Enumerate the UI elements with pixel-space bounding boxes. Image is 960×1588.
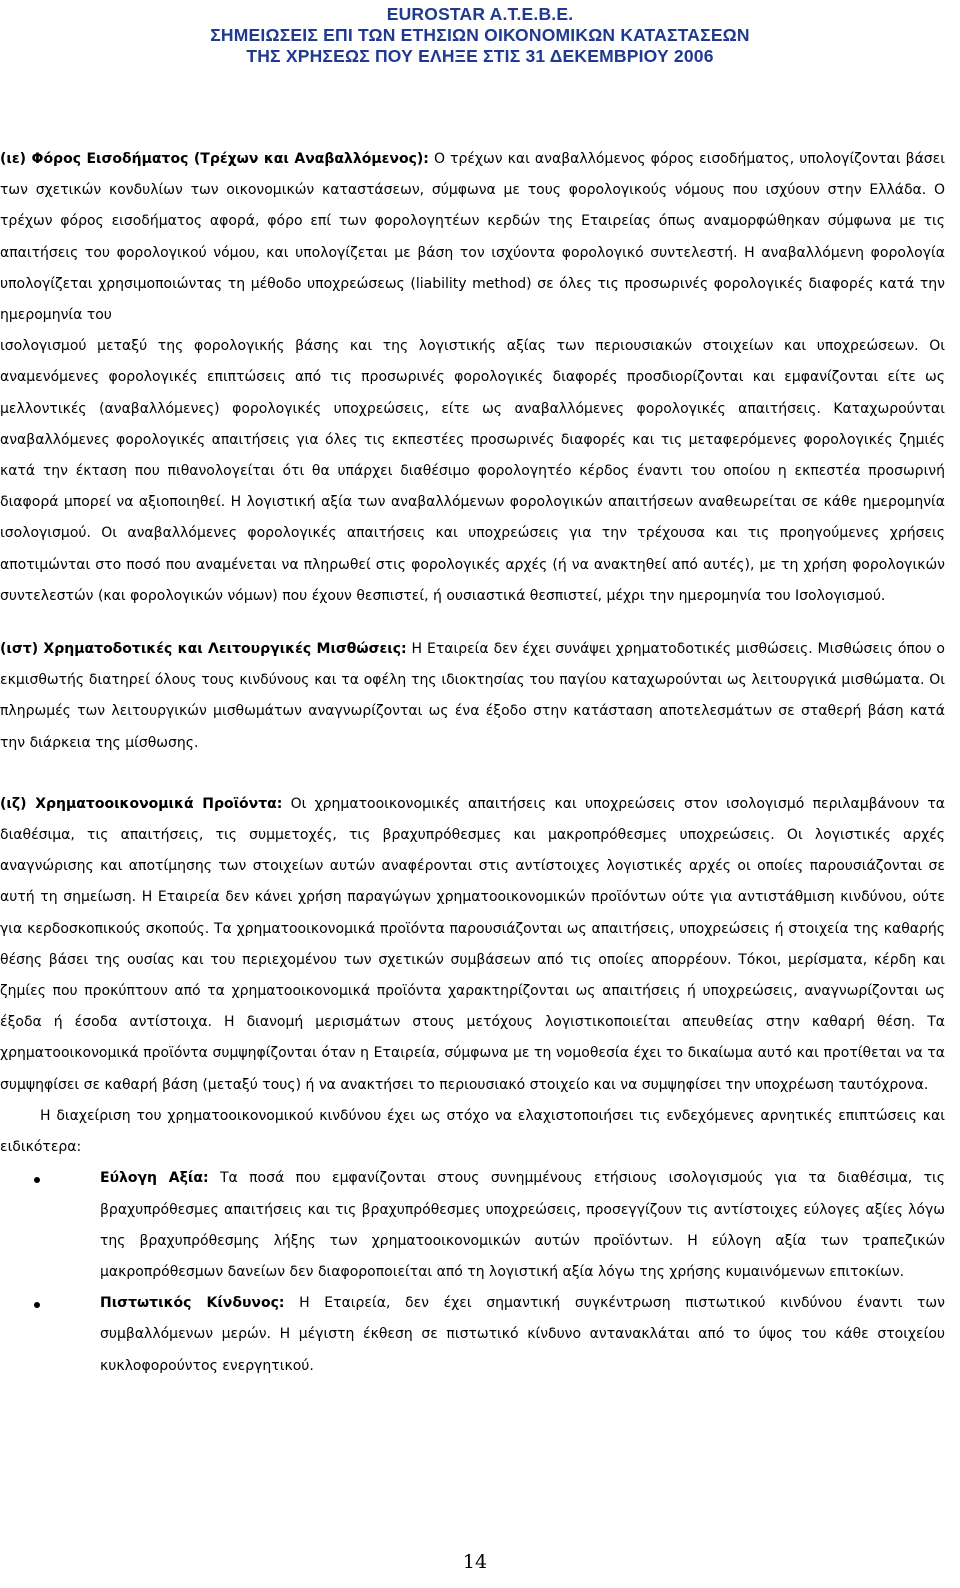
- risk-management-intro-text: Η διαχείριση του χρηματοοικονομικού κινδύνου έχει ως στόχο να ελαχιστοποιήσει τις ενδεχόμενες αρνητικές επιπτώσεις και ειδικότερα:: [0, 1107, 945, 1156]
- company-name: EUROSTAR A.T.E.B.E.: [386, 4, 574, 24]
- section-income-tax-text-continued: ισολογισμού μεταξύ της φορολογικής βάσης και της λογιστικής αξίας των περιουσιακών στοιχείων και υποχρεώσεων. Οι αναμενόμενες φορολογικές επιπτώσεις από τις προσωρινές φορολογικές διαφορές προσδιορίζονται και εμφανίζονται είτε ως μελλοντικές (αναβαλλόμενες) φορολογικές υποχρεώσεις, είτε ως αναβαλλόμενες φορολογικές απαιτήσεις. Καταχωρούνται αναβαλλόμενες φορολογικές απαιτήσεις για όλες τις εκπεστέες προσωρινές διαφορές και τις μεταφερόμενες φορολογικές ζημιές κατά την έκταση που πιθανολογείται ότι θα υπάρχει διαθέσιμο φορολογητέο κέρδος έναντι του οποίου η εκπεστέα προσωρινή διαφορά μπορεί να αξιοποιηθεί. Η λογιστική αξία των αναβαλλόμενων φορολογικών απαιτήσεων αναθεωρείται σε κάθε ημερομηνία ισολογισμού. Οι αναβαλλόμενες φορολογικές απαιτήσεις και υποχρεώσεις για την τρέχουσα και τις προηγούμενες χρήσεις αποτιμώνται στο ποσό που αναμένεται να πληρωθεί στις φορολογικές αρχές (ή να ανακτηθεί από αυτές), με τη χρήση φορολογικών συντελεστών (και φορολογικών νόμων) που έχουν θεσπιστεί, ή ουσιαστικά θεσπιστεί, μέχρι την ημερομηνία του Ισολογισμού.: [0, 338, 945, 604]
- section-financial-instruments-heading: (ιζ) Χρηματοοικονομικά Προϊόντα:: [0, 795, 283, 812]
- section-leases: [0, 634, 945, 759]
- bullet-dot-icon: [34, 1177, 40, 1183]
- paragraph-spacer: [0, 759, 945, 789]
- page-header: [0, 0, 960, 67]
- risk-management-intro: [0, 1101, 945, 1163]
- bullet-credit-risk-text: Η Εταιρεία, δεν έχει σημαντική συγκέντρωση πιστωτικού κινδύνου έναντι των συμβαλλόμενων μερών. Η μέγιστη έκθεση σε πιστωτικό κίνδυνο αντανακλάται από το ύψος του κάθε στοιχείου κυκλοφορούντος ενεργητικού.: [100, 1295, 945, 1374]
- bullet-fair-value-text: Τα ποσά που εμφανίζονται στους συνημμένους ετήσιους ισολογισμούς για τα διαθέσιμα, τις βραχυπρόθεσμες απαιτήσεις και τις βραχυπρόθεσμες υποχρεώσεις, προσεγγίζουν τις αντίστοιχες εύλογες αξίες λόγω της βραχυπρόθεσμης λήξης των χρηματοοικονομικών αυτών προϊόντων. Η εύλογη αξία των τραπεζικών μακροπρόθεσμων δανείων δεν διαφοροποιείται από τη λογιστική αξία λόγω της χρήσης κυμαινόμενων επιτοκίων.: [100, 1170, 945, 1280]
- bullet-credit-risk-term: Πιστωτικός Κίνδυνος:: [100, 1295, 285, 1312]
- section-financial-instruments: [0, 789, 945, 1101]
- risk-bullet-list: [0, 1163, 945, 1381]
- paragraph-spacer: [0, 612, 945, 634]
- section-financial-instruments-text: Οι χρηματοοικονομικές απαιτήσεις και υποχρεώσεις στον ισολογισμό περιλαμβάνουν τα διαθέσιμα, τις απαιτήσεις, τις συμμετοχές, τις βραχυπρόθεσμες και μακροπρόθεσμες υποχρεώσεις. Οι λογιστικές αρχές αναγνώρισης και αποτίμησης των στοιχείων αυτών αναφέρονται στις αντίστοιχες λογιστικές αρχές οι οποίες παρουσιάζονται σε αυτή τη σημείωση. Η Εταιρεία δεν κάνει χρήση παραγώγων χρηματοοικονομικών προϊόντων ούτε για αντιστάθμιση κινδύνου, ούτε για κερδοσκοπικούς σκοπούς. Τα χρηματοοικονομικά προϊόντα παρουσιάζονται ως απαιτήσεις, υποχρεώσεις ή στοιχεία της καθαρής θέσης βάσει της ουσίας και του περιεχομένου των σχετικών συμβάσεων από τις οποίες απορρέουν. Τόκοι, μερίσματα, κέρδη και ζημίες που προκύπτουν από τα χρηματοοικονομικά προϊόντα χαρακτηρίζονται ως απαιτήσεις ή υποχρεώσεις, αναγνωρίζονται ως έξοδα ή έσοδα αντίστοιχα. Η διανομή μερισμάτων στους μετόχους λογιστικοποιείται απευθείας στην καθαρή θέση. Τα χρηματοοικονομικά προϊόντα συμψηφίζονται όταν η Εταιρεία, σύμφωνα με τη νομοθεσία έχει το δικαίωμα αυτό και προτίθεται να τα συμψηφίσει σε καθαρή βάση (μεταξύ τους) ή να ανακτήσει το περιουσιακό στοιχείο και να συμψηφίσει την υποχρέωση ταυτόχρονα.: [0, 795, 945, 1093]
- bullet-dot-icon: [34, 1302, 40, 1308]
- notes-body: [0, 144, 945, 1382]
- section-leases-text: Η Εταιρεία δεν έχει συνάψει χρηματοδοτικές μισθώσεις. Μισθώσεις όπου ο εκμισθωτής διατηρεί όλους τους κινδύνους και τα οφέλη της ιδιοκτησίας του παγίου καταχωρούνται ως λειτουργικά μισθώματα. Οι πληρωμές των λειτουργικών μισθωμάτων αναγνωρίζονται ως ένα έξοδο στην κατάσταση αποτελεσμάτων σε σταθερή βάση κατά την διάρκεια της μίσθωσης.: [0, 641, 945, 751]
- section-income-tax-text: Ο τρέχων και αναβαλλόμενος φόρος εισοδήματος, υπολογίζονται βάσει των σχετικών κονδυλίων των οικονομικών καταστάσεων, σύμφωνα με τους φορολογικούς νόμους που ισχύουν στην Ελλάδα. Ο τρέχων φόρος εισοδήματος αφορά, φόρο επί των φορολογητέων κερδών της Εταιρείας όπως αναμορφώθηκαν σύμφωνα με τις απαιτήσεις του φορολογικού νόμου, και υπολογίζεται με βάση τον ισχύοντα φορολογικό συντελεστή. Η αναβαλλόμενη φορολογία υπολογίζεται χρησιμοποιώντας τη μέθοδο υποχρεώσεως (liability method) σε όλες τις προσωρινές φορολογικές διαφορές κατά την ημερομηνία του: [0, 151, 945, 324]
- header-title-line-1: ΣΗΜΕΙΩΣΕΙΣ ΕΠΙ ΤΩΝ ΕΤΗΣΙΩΝ ΟΙΚΟΝΟΜΙΚΩΝ ΚΑΤΑΣΤΑΣΕΩΝ: [210, 25, 750, 45]
- section-income-tax: [0, 144, 945, 331]
- bullet-fair-value: [0, 1163, 945, 1288]
- header-title-line-2: ΤΗΣ ΧΡΗΣΕΩΣ ΠΟΥ ΕΛΗΞΕ ΣΤΙΣ 31 ΔΕΚΕΜΒΡΙΟΥ 2006: [246, 46, 714, 66]
- section-leases-heading: (ιστ) Χρηματοδοτικές και Λειτουργικές Μισθώσεις:: [0, 641, 407, 658]
- page-number: 14: [462, 1551, 488, 1573]
- section-income-tax-heading: (ιε) Φόρος Εισοδήματος (Τρέχων και Αναβαλλόμενος):: [0, 151, 429, 167]
- bullet-credit-risk: [0, 1288, 945, 1382]
- section-income-tax-continued: [0, 331, 945, 612]
- bullet-fair-value-term: Εύλογη Αξία:: [100, 1170, 209, 1187]
